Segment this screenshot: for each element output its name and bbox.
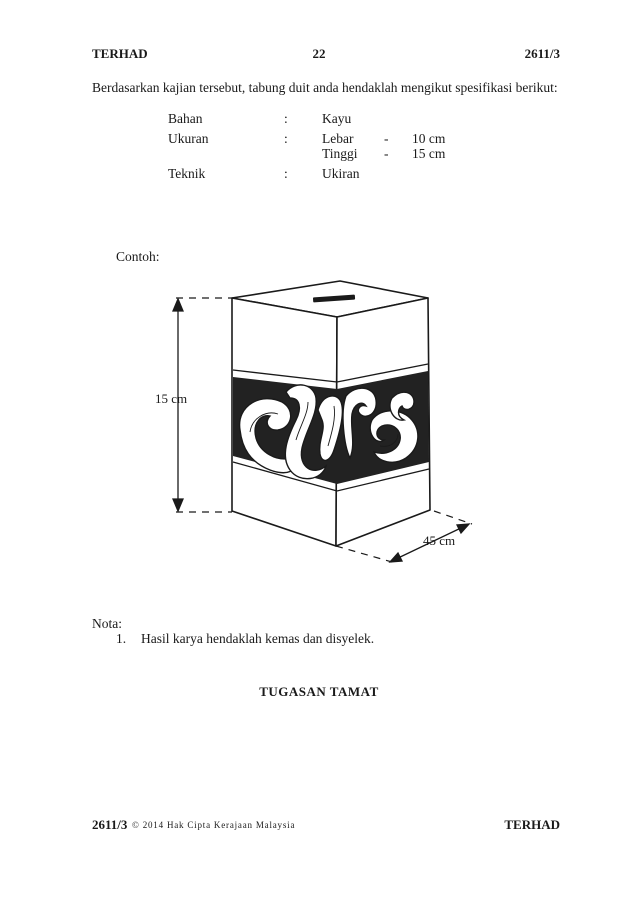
spec-size-height-name: Tinggi xyxy=(322,146,358,161)
spec-colon: : xyxy=(284,166,288,181)
note-item-text: Hasil karya hendaklah kemas dan disyelek. xyxy=(141,631,375,646)
page-number: 22 xyxy=(312,46,326,61)
notes-heading: Nota: xyxy=(92,616,122,631)
spec-dash: - xyxy=(384,131,389,146)
depth-dimension-label: 45 cm xyxy=(423,533,456,548)
intro-paragraph: Berdasarkan kajian tersebut, tabung duit anda hendaklah mengikut spesifikasi berikut: xyxy=(92,80,558,95)
example-label: Contoh: xyxy=(116,249,160,264)
spec-colon: : xyxy=(284,131,288,146)
spec-value-material: Kayu xyxy=(322,111,352,126)
paper-code: 2611/3 xyxy=(524,46,560,61)
footer-paper-code: 2611/3 xyxy=(92,817,128,832)
end-of-task-heading: TUGASAN TAMAT xyxy=(259,684,379,699)
spec-size-height-value: 15 cm xyxy=(412,146,446,161)
spec-size-width-name: Lebar xyxy=(322,131,354,146)
footer-copyright: © 2014 Hak Cipta Kerajaan Malaysia xyxy=(132,820,296,830)
spec-value-technique: Ukiran xyxy=(322,166,360,181)
spec-dash: - xyxy=(384,146,389,161)
spec-label-size: Ukuran xyxy=(168,131,209,146)
spec-label-material: Bahan xyxy=(168,111,203,126)
spec-size-width-value: 10 cm xyxy=(412,131,446,146)
spec-label-technique: Teknik xyxy=(168,166,206,181)
height-dimension-label: 15 cm xyxy=(155,391,188,406)
footer-restricted-label: TERHAD xyxy=(504,817,560,832)
note-item-number: 1. xyxy=(116,631,127,646)
spec-colon: : xyxy=(284,111,288,126)
header-restricted-label: TERHAD xyxy=(92,46,148,61)
